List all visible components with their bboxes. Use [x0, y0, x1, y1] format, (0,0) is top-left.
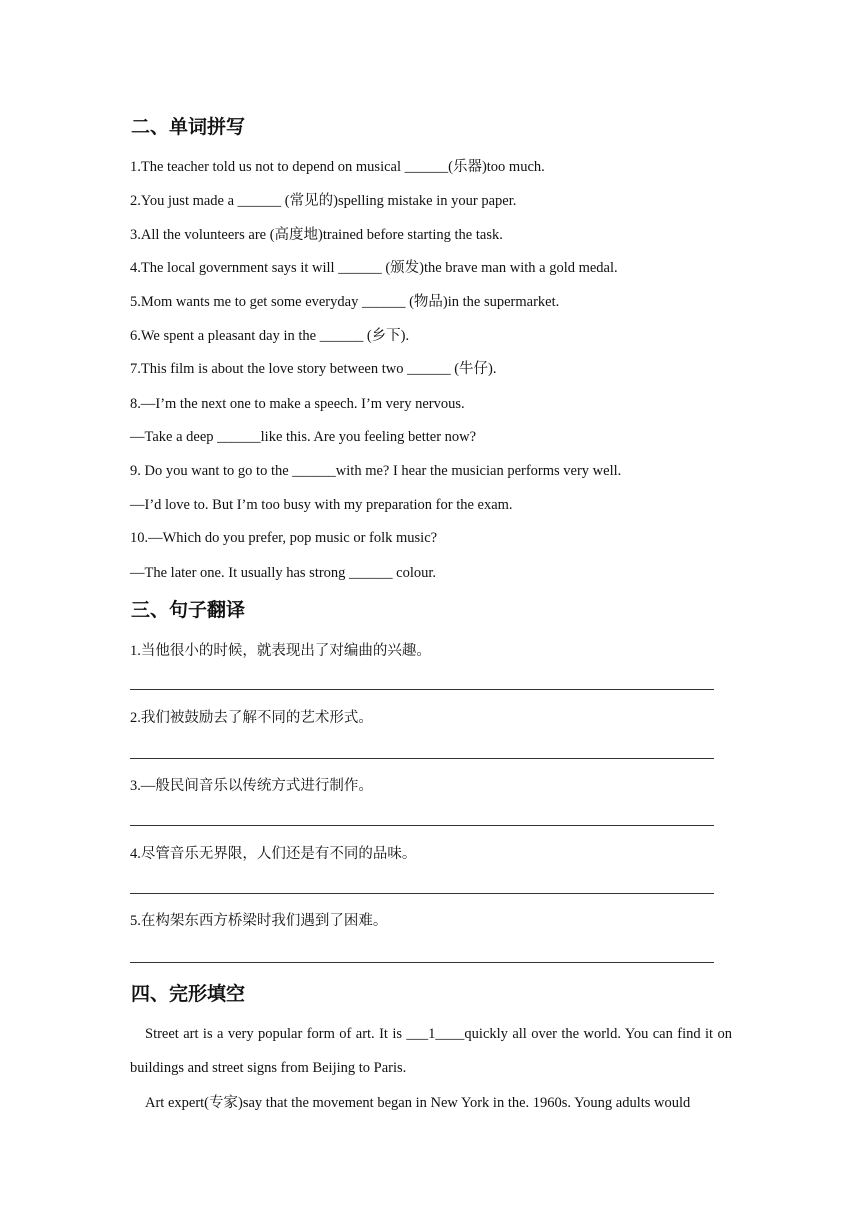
- spelling-item-8-question: 8.—I’m the next one to make a speech. I’m very nervous.: [130, 396, 465, 412]
- spelling-item-7: 7.This film is about the love story between two ______ (牛仔).: [130, 361, 497, 377]
- spelling-item-9-question: 9. Do you want to go to the ______with me? I hear the musician performs very well.: [130, 463, 622, 479]
- spelling-item-5: 5.Mom wants me to get some everyday ______ (物品)in the supermarket.: [130, 294, 560, 310]
- translation-item-4: 4.尽管音乐无界限，人们还是有不同的品味。: [130, 846, 417, 862]
- answer-line-1[interactable]: [130, 689, 714, 690]
- answer-line-3[interactable]: [130, 825, 714, 826]
- spelling-item-9-answer: —I’d love to. But I’m too busy with my preparation for the exam.: [130, 497, 513, 513]
- spelling-item-4: 4.The local government says it will ______ (颁发)the brave man with a gold medal.: [130, 260, 618, 276]
- section-heading-translation: 三、句子翻译: [131, 599, 246, 621]
- spelling-item-1: 1.The teacher told us not to depend on musical ______(乐器)too much.: [130, 159, 545, 175]
- translation-item-2: 2.我们被鼓励去了解不同的艺术形式。: [130, 710, 373, 726]
- cloze-paragraph-1: Street art is a very popular form of art. It is ___1____quickly all over the world. You can find it on buildings and street signs from Beijing to Paris.: [130, 1026, 732, 1076]
- spelling-item-8-answer: —Take a deep ______like this. Are you feeling better now?: [130, 429, 477, 445]
- section-heading-cloze: 四、完形填空: [131, 983, 246, 1005]
- answer-line-4[interactable]: [130, 893, 714, 894]
- spelling-item-2: 2.You just made a ______ (常见的)spelling mistake in your paper.: [130, 193, 517, 209]
- translation-item-1: 1.当他很小的时候，就表现出了对编曲的兴趣。: [130, 643, 431, 659]
- spelling-item-6: 6.We spent a pleasant day in the ______ (乡下).: [130, 328, 410, 344]
- spelling-item-10-question: 10.—Which do you prefer, pop music or folk music?: [130, 530, 438, 546]
- section-heading-spelling: 二、单词拼写: [131, 116, 246, 138]
- answer-line-2[interactable]: [130, 758, 714, 759]
- translation-item-5: 5.在构架东西方桥梁时我们遇到了困难。: [130, 913, 388, 929]
- spelling-item-10-answer: —The later one. It usually has strong ______ colour.: [130, 565, 437, 581]
- answer-line-5[interactable]: [130, 962, 714, 963]
- spelling-item-3: 3.All the volunteers are (高度地)trained before starting the task.: [130, 227, 503, 243]
- translation-item-3: 3.—般民间音乐以传统方式进行制作。: [130, 778, 373, 794]
- cloze-paragraph-2: Art expert(专家)say that the movement began in New York in the. 1960s. Young adults would: [145, 1095, 691, 1111]
